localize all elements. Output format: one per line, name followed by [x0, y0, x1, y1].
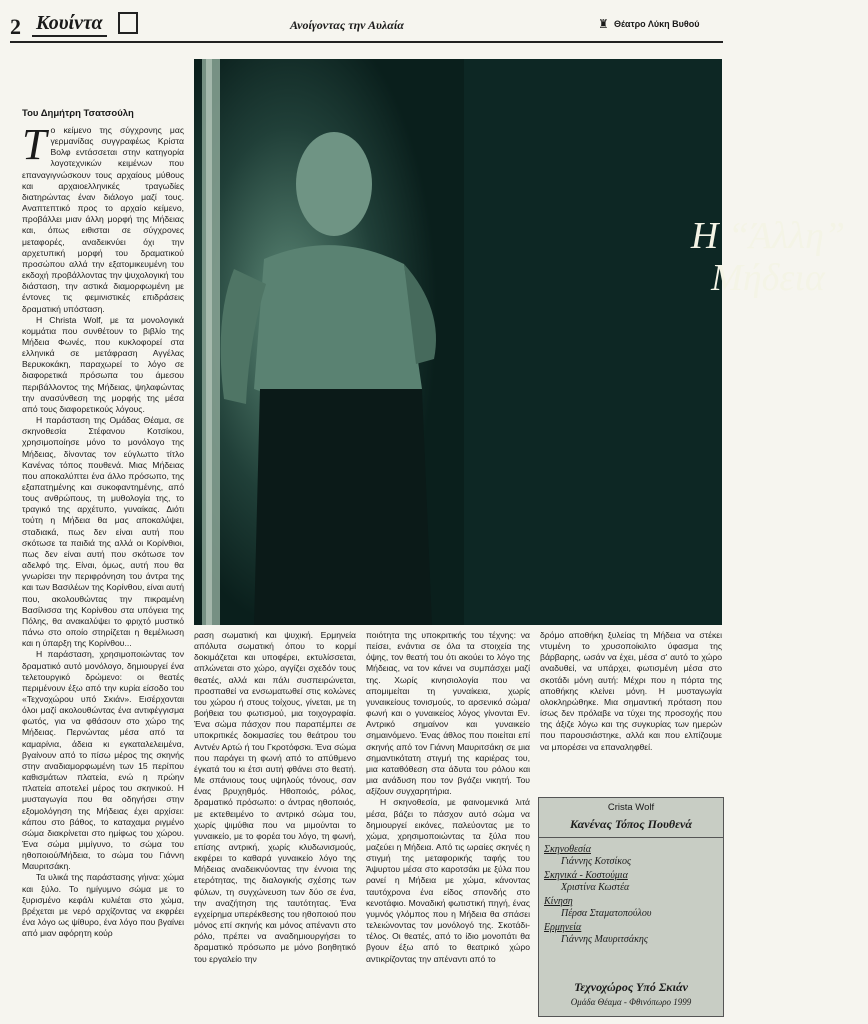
- article-title-line1: Η “Άλλη”: [690, 215, 846, 257]
- drop-cap: Τ: [22, 120, 47, 169]
- credit-role: Ερμηνεία: [544, 922, 582, 933]
- paragraph-5: Τα υλικά της παράστασης γήινα: χώμα και ξύλο. Το ημίγυμνο σώμα με το ξυρισμένο κεφάλι κυλιέται στο χώμα, βρέχεται με νερό αρχίζοντας να εκφρέει ένα λόγο ως ψίθυρο, ένα λόγο που βγαίνει από μιαν αφόρητη κούρ: [22, 872, 184, 939]
- performer-photo: [194, 59, 846, 625]
- paragraph-9: δρόμο αποθήκη ξυλείας τη Μήδεια να στέκει ντυμένη το χρυσοποίκιλτο ύφασμα της βάρβαρης, ωσάν να έχει, μέσα σ' αυτό το χώρο αναδυθεί, να υπάρχει, φωτισμένη μέσα στο σκοτάδι μόνη αυτή: Μέχρι που η πόρτα της αποθήκης κλείνει μόνη. Η μυσταγωγία ολοκληρώθηκε. Μια σημαντική πρόταση που ίσως δεν πρόλαβε να τύχει της προσοχής που της άξιζε λόγω και της συγκυρίας των ημερών που παρουσιάστηκε, αλλά και που ελπίζουμε να μπορέσει να επαναληφθεί.: [540, 630, 722, 752]
- paragraph-7: ποιότητα της υποκριτικής του τέχνης: να πείσει, ενάντια σε όλα τα στοιχεία της όψης, τον θεατή του ότι ακούει το λόγο της Μήδειας, να τον κάνει να συμπάσχει μαζί της. Χωρίς κινησιολογία που να απομιμείται τη γυναίκεια, χωρίς γυναικείους τονισμούς, το αρσενικό σώμα/φωνή και ο γυναικείος λόγος γίνονται Εν. Αντρικό σημαίνον και γυναικείο σημαινόμενο. Ένας άθλος που ποιείται επί σκηνής από τον Γιάννη Μαυριτσάκη σε μια σημαντικότατη στιγμή της καριέρας του, μια καταθόθεση στα άδυτα του ρόλου και μια ανάδυση που τον βγάζει νικητή. Του αξίζουν συγχαρητήρια.: [366, 630, 530, 797]
- credit-role: Σκηνικά - Κοστούμια: [544, 870, 628, 881]
- header-rule: [10, 41, 723, 43]
- paragraph-1-text: ο κείμενο της σύγχρονης μας γερμανίδας συγγραφέως Κρίστα Βολφ εντάσσεται στην κατηγορία λογοτεχνικών κειμένων που επαναγιγνώσκουν τους αρχαίους μύθους και αρχαιοελληνικές τραγωδίες διατηρώντας έναν διάλογο μαζί τους. Αναπτεπτικό προς το αρχαίο κείμενο, προβάλλει μιαν άλλη μορφή της Μήδειας και, όπως ειθισται σε σύγχρονες μεταφορές, αναδεικνύει όχι την αρχετυπική μορφή του δραματικού προσώπου αλλά την εξατομικευμένη του εκδοχή προβάλλοντας την ψυχολογική του διάσταση, την αστικά διαμορφωμένη με έντονες τις φεμινιστικές επιδράσεις δραματική υπόσταση.: [22, 125, 184, 314]
- article-title: [668, 215, 868, 299]
- credit-name: Χριστίνα Κωστέα: [561, 882, 630, 893]
- credit-name: Γιάννης Κοτσίκος: [561, 856, 632, 867]
- credit-role: Σκηνοθεσία: [544, 844, 591, 855]
- credits-play-title: Κανένας Τόπος Πουθενά: [570, 817, 692, 831]
- paragraph-6: ραση σωματική και ψυχική. Ερμηνεία απόλυτα σωματική όπου το κορμί δοκιμάζεται και υποφέρει, εκτυλίσσεται, απλώνεται στο χώρο, αγγίζει σχεδόν τους θεατές, αλλά και πάλι συσπειρώνεται, προσπαθεί να ενσωματωθεί στις κολώνες του χώρου ή στους τοίχους, γίνεται, με τη βοήθεια του φωτισμού, μια τοιχογραφία. Ένα σώμα πάσχον που παραπέμπει σε υποκριτικές δοκιμασίες του θεάτρου του Αντνέν Αρτώ ή του Γκροτόφσκι. Ένα σώμα που παράγει τη φωνή από το απύθμενο έγκατά του κι έτσι αυτή φθάνει στο θεατή. Με σπάνιους τους υψηλούς τόνους, σαν ένας βρυχηθμός. Ηθοποιός, ρόλος, δραματικό πρόσωπο: ο άντρας ηθοποιός, με εκτεθειμένο το αντρικό σώμα του, χωρίς ψιμύθια που να μιμούνται το γυναικείο, με το φορέα του λόγο, τη φωνή, επίσης αντρική, χωρίς κλυδωνισμούς, εκφέρει το καθαρά γυναικείο λόγο της Μήδειας αναδεικνύοντας την έννοια της ετερότητας, της διαλογικής σχέσης των φύλων, τη συγχώνευση των δύο σε ένα, την αναζήτηση της ταυτότητας. Ένα εγχείρημα υπερέκθεσης του ηθοποιού που μόνος επί σκηνής και μόνος απέναντι στο ρόλο, πρέπει να αναδημιουργήσει το δραματικό πρόσωπο με μόνο βοηθητικό του εργαλείο την: [194, 630, 356, 964]
- production-credits-box: [538, 797, 724, 1017]
- paragraph-1: [22, 120, 184, 315]
- paragraph-2: Η Christa Wolf, με τα μονολογικά κομμάτια που συνθέτουν το βιβλίο της Μήδεια Φωνές, που κυκλοφορεί στα ελληνικά σε μετάφραση Αγγέλας Βερυκοκάκη, παραχωρεί το λόγο σε διαφορετικά πρόσωπα του άμεσου περιβάλλοντος της Μήδειας, ψηλαφώντας την ανασύνθεση της μορφής της μέσα από τους διαφορετικούς λόγους.: [22, 314, 184, 414]
- performer-figure: [194, 59, 722, 625]
- article-column-3: [366, 630, 530, 1015]
- section-title: Ανοίγοντας την Αυλαία: [290, 18, 404, 32]
- credit-role: Κίνηση: [544, 896, 573, 907]
- article-title-line2: Μήδεια: [711, 257, 825, 299]
- paragraph-3: Η παράσταση της Ομάδας Θέαμα, σε σκηνοθεσία Στέφανου Κοτσίκου, χρησιμοποίησε μόνο το μονόλογο της Μήδειας, δίνοντας τον εύγλωττο τίτλο Κανένας τόπος πουθενά. Μιας Μήδειας που αποκαλύπτει ένα άλλο πρόσωπο, της εξαπατημένης και συκοφαντημένης, από τους ανθρώπους, τη μυθολογία της, το τραγικό της αρχέτυπο, γυναίκας. Διότι τούτη η Μήδεια θα μας αποκαλύψει, σταδιακά, πως δεν είναι αυτή που σκότωσε τα παιδιά της αλλά οι Κορίνθιοι, πως δεν είναι αυτή που σκότωσε τον αδελφό της. Είναι, όμως, αυτή που θα γνωρίσει την περιφρόνηση του άντρα της και των Βασιλέων της Κορίνθου, είναι αυτή που, ακολουθώντας την πικραμένη Βασίλισσα της Κορίνθου στα υπόγεια της Πόλης, θα ανακαλύψει το φριχτό μυστικό πάνω στο οποίο στηρίζεται η θεμέλιωση και η ύπαρξη της Κορίνθου...: [22, 415, 184, 649]
- credit-name: Γιάννης Μαυριτσάκης: [561, 934, 648, 945]
- book-icon: [118, 12, 138, 34]
- credits-divider: [539, 837, 723, 838]
- theatre-name: Θέατρο Λύκη Βυθού: [614, 19, 700, 29]
- credits-group: Ομάδα Θέαμα - Φθινόπωρο 1999: [570, 997, 692, 1007]
- page-header: [0, 0, 735, 48]
- paragraph-4: Η παράσταση, χρησιμοποιώντας τον δραματικό αυτό μονόλογο, δημιουργεί ένα τελετουργικό δρώμενο: οι θεατές περιμένουν έξω από την κυρία είσοδο του «Τεχνοχώρου υπό Σκιάν». Εισέρχονται όλοι μαζί ακολουθώντας ένα αντιφέγγισμα φωτός, για να φθάσουν στο χώρο της Μήδειας. Περνώντας μέσα από τα καμαρίνια, άδεια κι εγκαταλελειμένα, βγαίνουν από το πίσω μέρος της σκηνής στην αναδιαμορφωμένη των 15 περίπου καθισμάτων πλατεία, ενώ η πρώην πλατεία αποτελεί μέρος του σκηνικού. Η μυσταγωγία που θα οδηγήσει στην εξομολόγηση της Μήδειας έχει αρχίσει: κάπου στο βάθος, το καταχαμα ριγμένο σώμα διακρίνεται στο ημίφως του χώρου. Ένα σώμα μιμίγυνο, το σώμα του ηθοποιού/Μήδεια, το σώμα του Γιάννη Μαυριτσάκη.: [22, 649, 184, 872]
- credits-venue: Τεχνοχώρος Υπό Σκιάν: [574, 980, 688, 994]
- credits-list: [539, 844, 723, 945]
- article-column-4: [540, 630, 722, 800]
- paragraph-8: Η σκηνοθεσία, με φαινομενικά λιτά μέσα, βάζει το πάσχον αυτό σώμα να δημιουργεί εικόνες, παλεύοντας με το χώμα, χρησιμοποιώντας τα ξύλα που μαζεύει η Μήδεια. Από τις ωραίες σκηνές η στιγμή της μεταφορικής ταφής του Άψυρτου μέσα στο καροτσάκι με ξύλα που ρανεί η Μήδεια με χώμα, κάνοντας ταυτόχρονα ένα είδος σπονδής στο κενοτάφιο. Μοναδική φωτιστική πηγή, ένας γυμνός γλόμπος που η Μήδεια θα σπάσει τελειώνοντας τον μονόλογό της. Σκοτάδι-τέλος. Οι θεατές, από το ίδιο μονοπάτι θα βγουν έξω από το θεατρικό χώρο αντικρίζοντας την απέναντι από το: [366, 797, 530, 964]
- article-column-1: [22, 120, 184, 1015]
- article-column-2: [194, 630, 356, 1015]
- credits-author: Crista Wolf: [607, 802, 655, 813]
- theatre-mask-icon: ♜: [598, 17, 609, 31]
- magazine-brand: Κουίντα: [32, 12, 107, 37]
- credit-name: Πέρσα Σταματοπούλου: [561, 908, 652, 919]
- article-byline: Του Δημήτρη Τσατσούλη: [22, 108, 134, 119]
- page-number: 2: [10, 14, 21, 39]
